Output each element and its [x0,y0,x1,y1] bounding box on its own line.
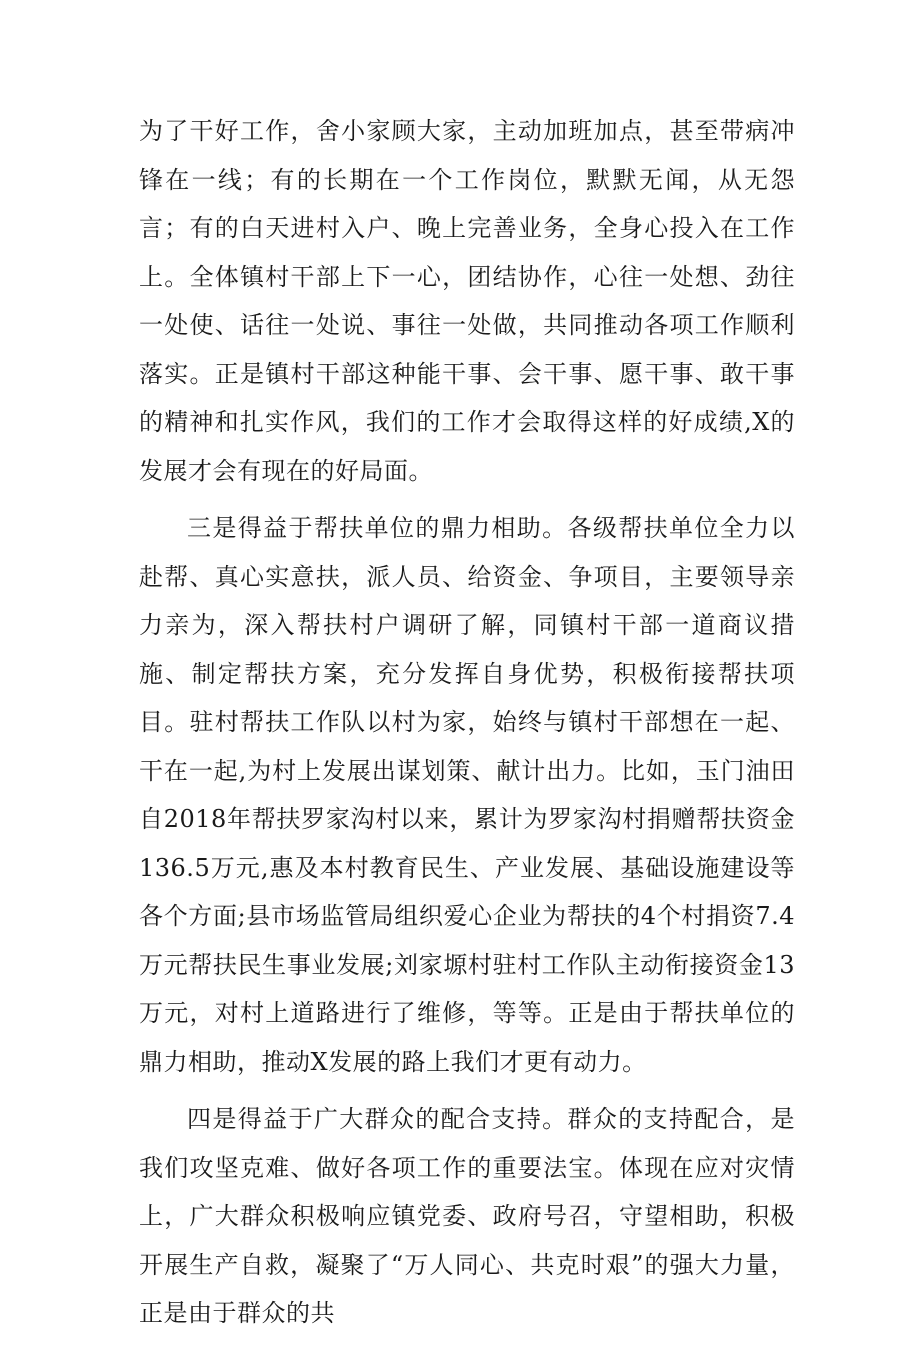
paragraph-continuation: 为了干好工作，舍小家顾大家，主动加班加点，甚至带病冲锋在一线；有的长期在一个工作岗位，默默无闻，从无怨言；有的白天进村入户、晚上完善业务，全身心投入在工作上。全体镇村干部上下一心，团结协作，心往一处想、劲往一处使、话往一处说、事往一处做，共同推动各项工作顺利落实。正是镇村干部这种能干事、会干事、愿干事、敢干事的精神和扎实作风，我们的工作才会取得这样的好成绩,X的发展才会有现在的好局面。 [139,117,795,485]
paragraph-public-support: 四是得益于广大群众的配合支持。群众的支持配合，是我们攻坚克难、做好各项工作的重要法宝。体现在应对灾情上，广大群众积极响应镇党委、政府号召，守望相助，积极开展生产自救，凝聚了“万人同心、共克时艰”的强大力量，正是由于群众的共 [139,1105,795,1327]
paragraph-support-units: 三是得益于帮扶单位的鼎力相助。各级帮扶单位全力以赴帮、真心实意扶，派人员、给资金、争项目，主要领导亲力亲为，深入帮扶村户调研了解，同镇村干部一道商议措施、制定帮扶方案，充分发挥自身优势，积极衔接帮扶项目。驻村帮扶工作队以村为家，始终与镇村干部想在一起、干在一起,为村上发展出谋划策、献计出力。比如，玉门油田自2018年帮扶罗家沟村以来，累计为罗家沟村捐赠帮扶资金136.5万元,惠及本村教育民生、产业发展、基础设施建设等各个方面;县市场监管局组织爱心企业为帮扶的4个村捐资7.4万元帮扶民生事业发展;刘家塬村驻村工作队主动衔接资金13万元，对村上道路进行了维修，等等。正是由于帮扶单位的鼎力相助，推动X发展的路上我们才更有动力。 [139,514,795,1076]
document-body [139,107,795,1347]
